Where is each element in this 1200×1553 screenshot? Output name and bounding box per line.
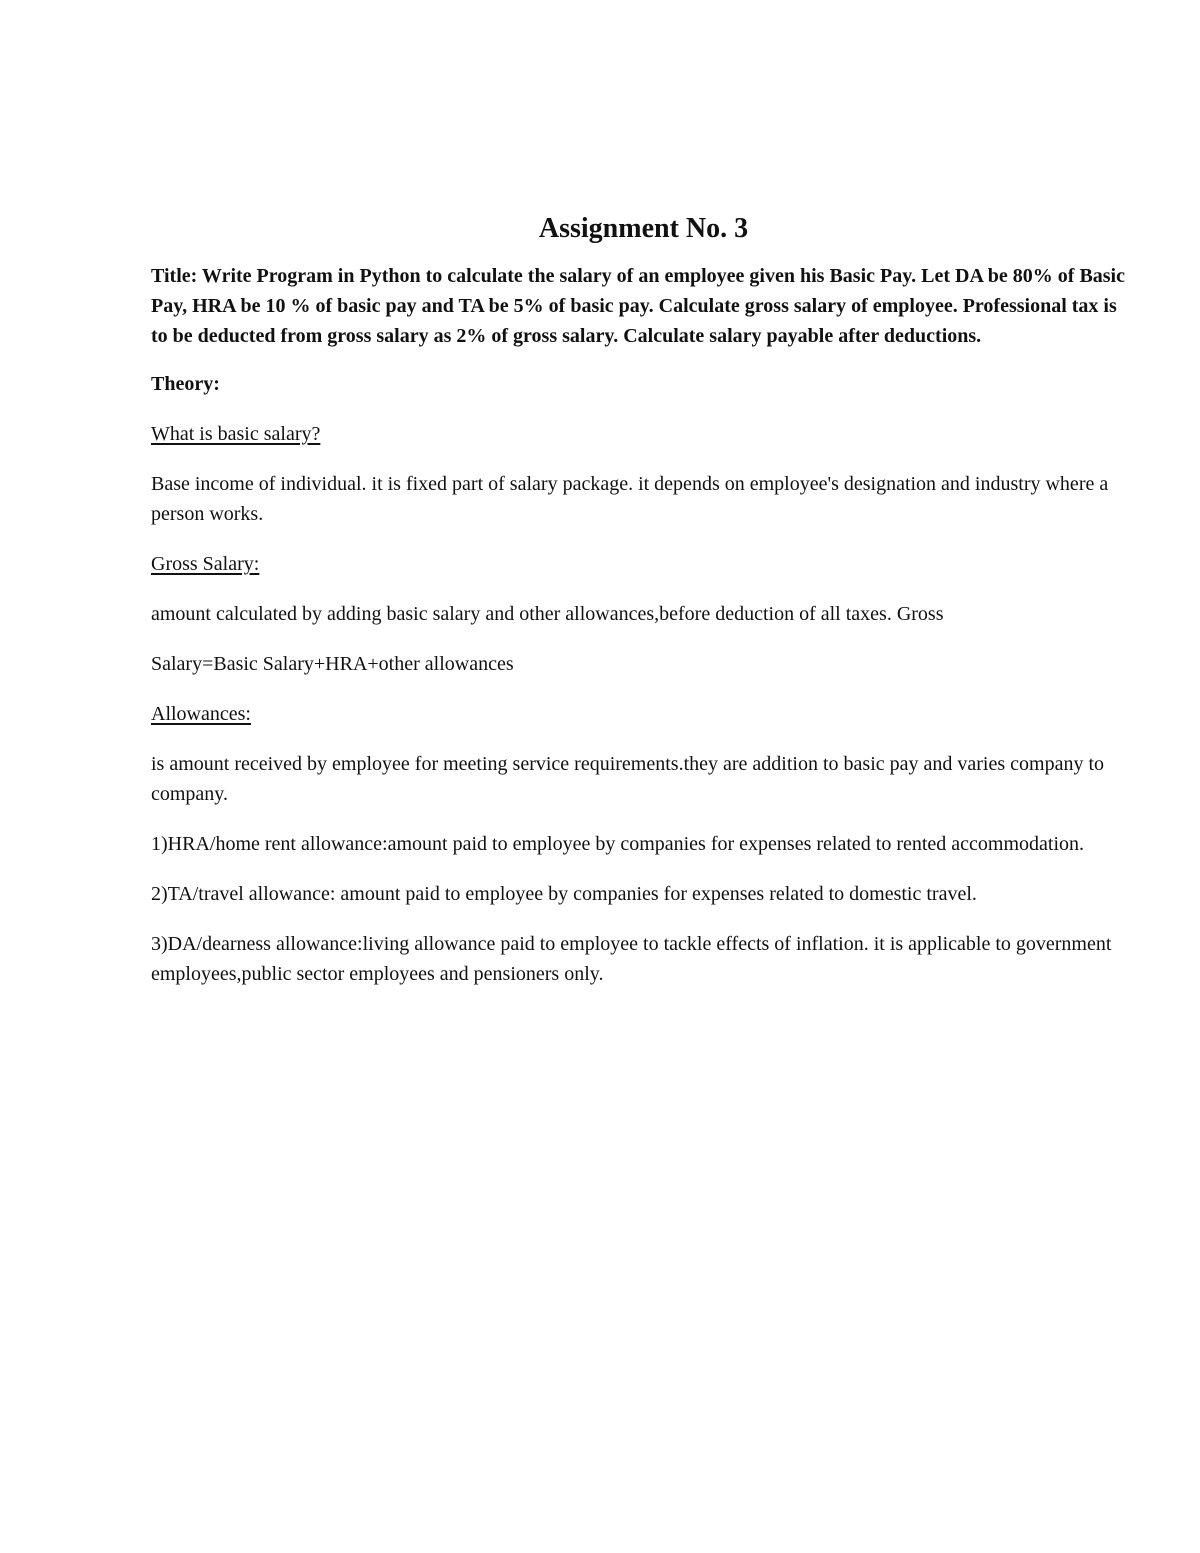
theory-label: Theory: (151, 373, 220, 395)
basic-salary-heading: What is basic salary? (151, 423, 321, 445)
allowance-item-da: 3)DA/dearness allowance:living allowance paid to employee to tackle effects of inflation. it is applicable to government employees,public sector employees and pensioners only. (151, 933, 1112, 985)
gross-salary-formula: Salary=Basic Salary+HRA+other allowances (151, 653, 514, 675)
gross-salary-heading: Gross Salary: (151, 553, 260, 575)
document-content (151, 206, 1136, 1009)
allowances-heading: Allowances: (151, 703, 251, 725)
gross-salary-description: amount calculated by adding basic salary and other allowances,before deduction of all taxes. Gross (151, 603, 944, 625)
allowances-description: is amount received by employee for meeting service requirements.they are addition to basic pay and varies company to company. (151, 753, 1104, 805)
basic-salary-description: Base income of individual. it is fixed part of salary package. it depends on employee's designation and industry where a person works. (151, 473, 1109, 525)
allowance-item-ta: 2)TA/travel allowance: amount paid to employee by companies for expenses related to domestic travel. (151, 883, 977, 905)
assignment-title-paragraph: Title: Write Program in Python to calculate the salary of an employee given his Basic Pay. Let DA be 80% of Basic Pay, HRA be 10 % of basic pay and TA be 5% of basic pay. Calculate gross salary of employee. Professional tax is to be deducted from gross salary as 2% of gross salary. Calculate salary payable after deductions. (151, 265, 1125, 347)
allowance-item-hra: 1)HRA/home rent allowance:amount paid to employee by companies for expenses related to rented accommodation. (151, 833, 1085, 855)
assignment-heading: Assignment No. 3 (538, 213, 749, 244)
